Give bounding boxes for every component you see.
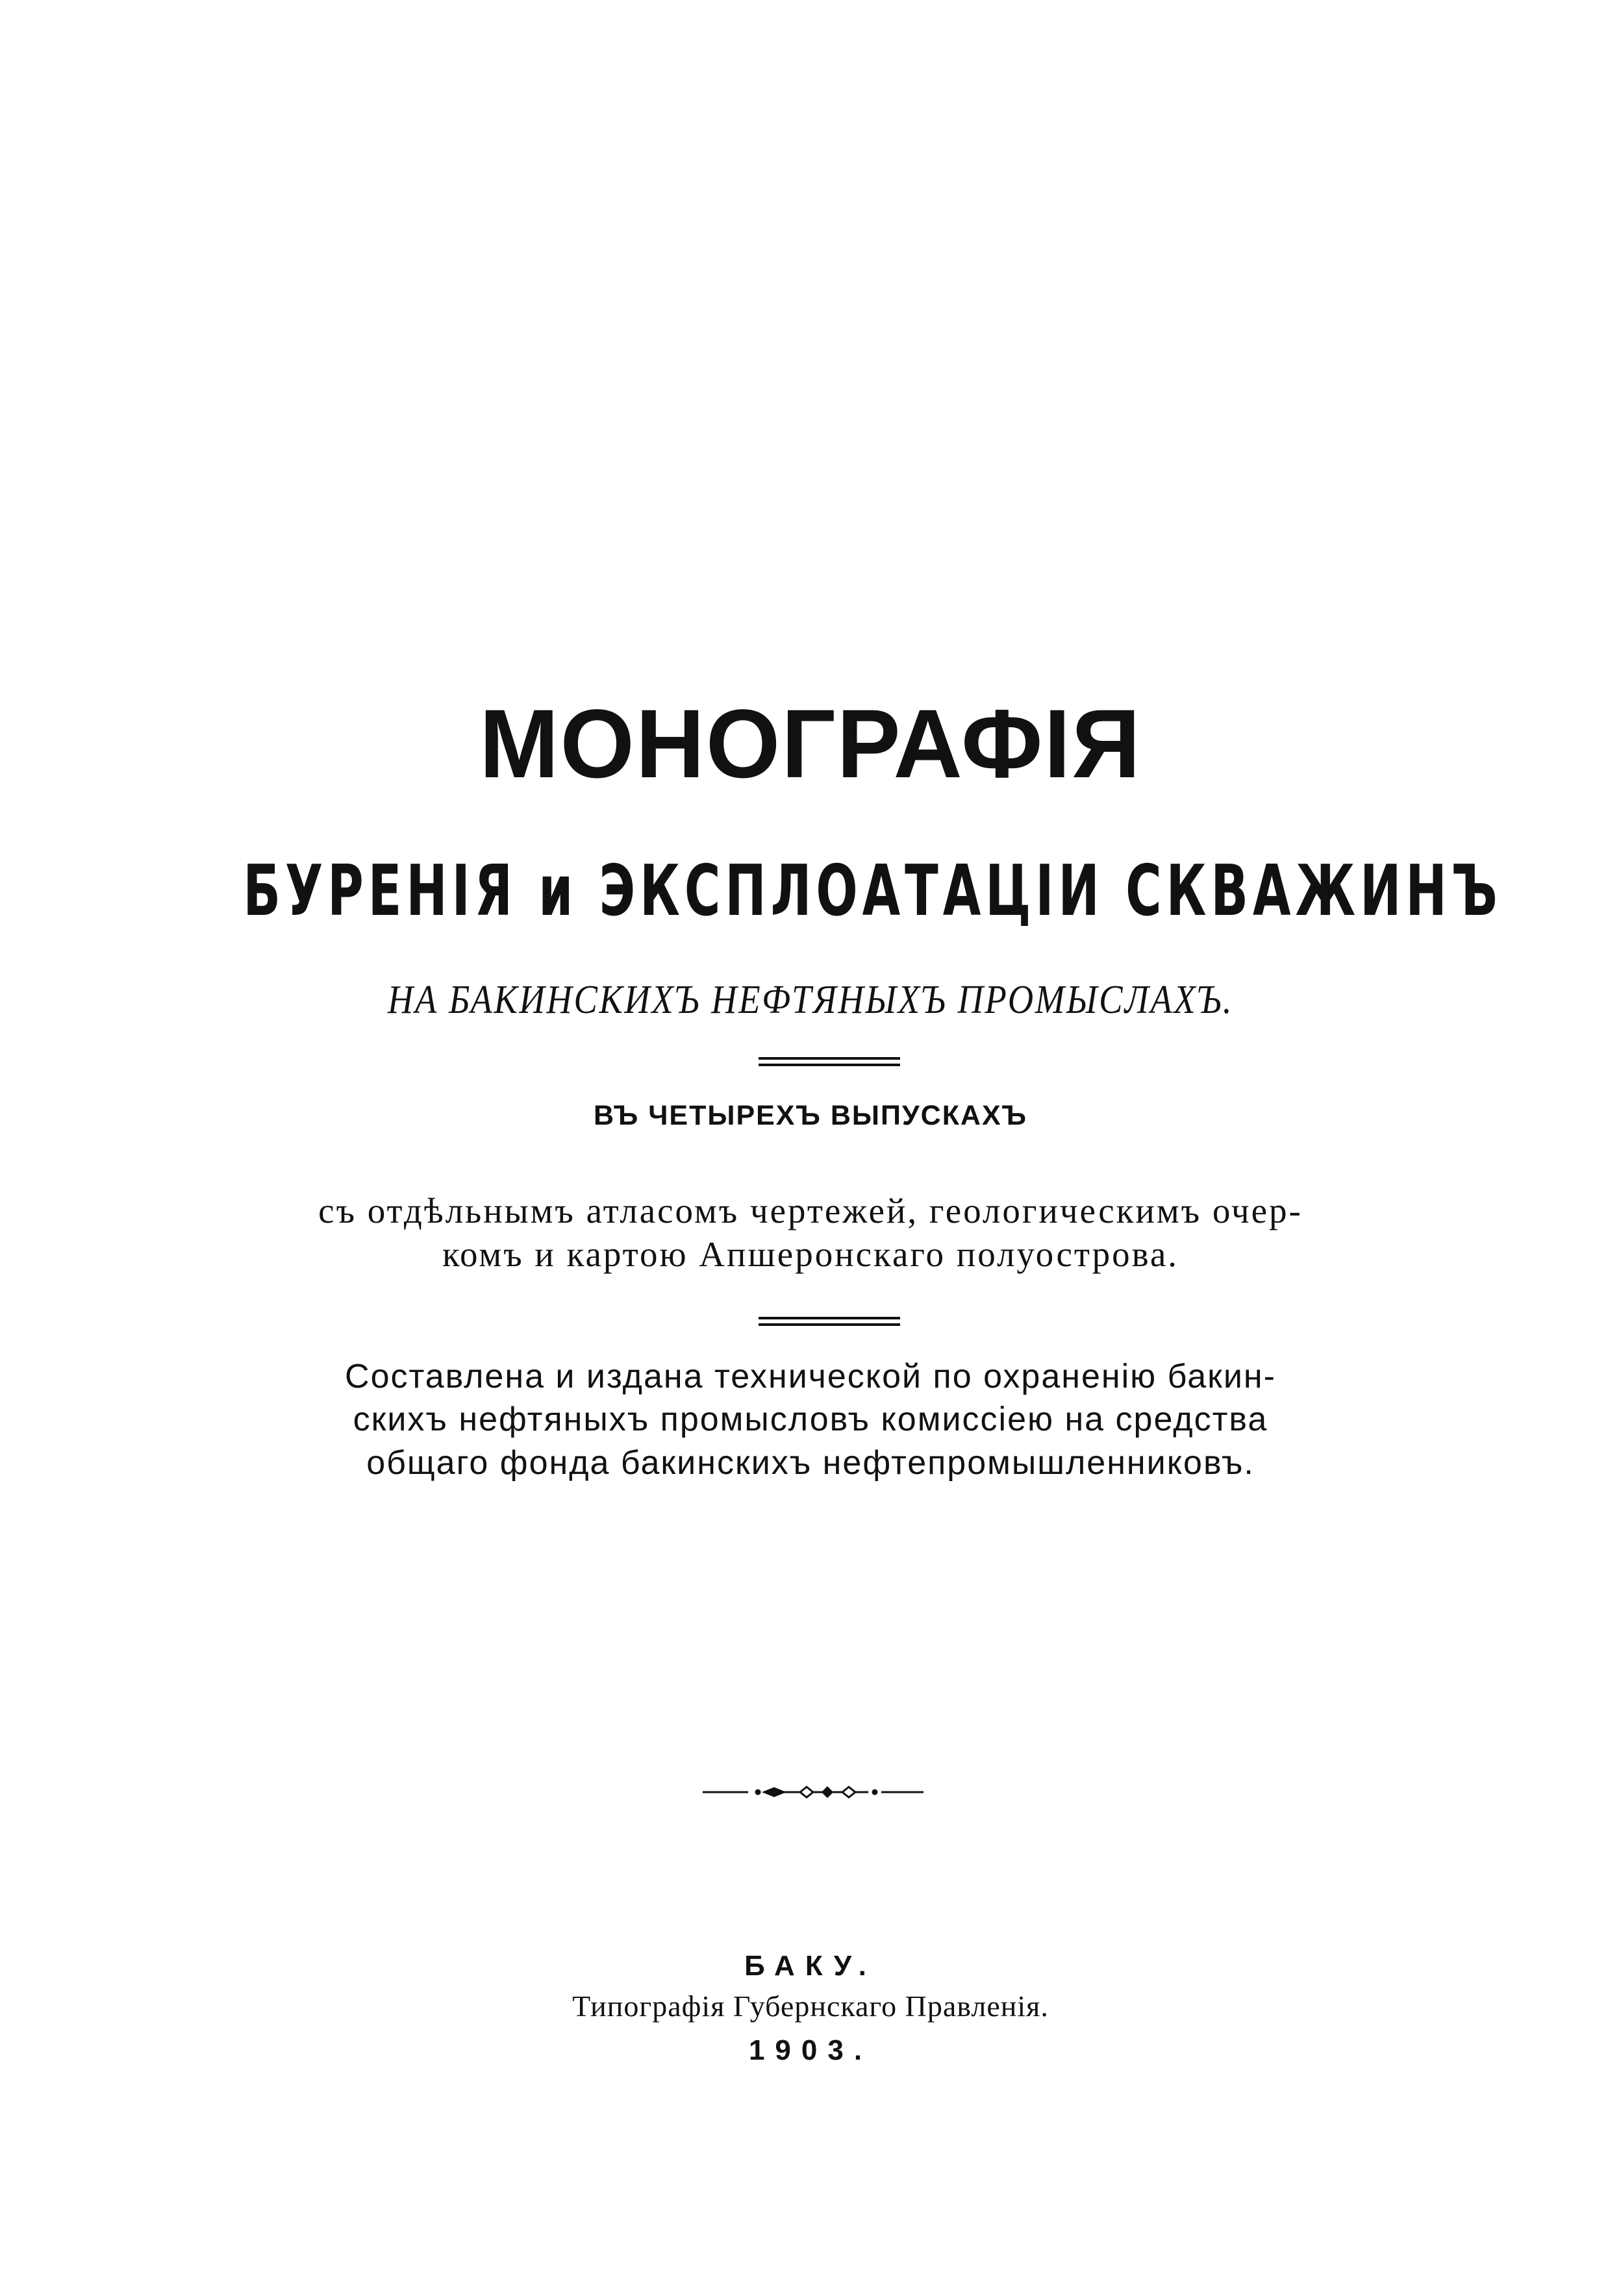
compiled-by-line-3: общаго фонда бакинскихъ нефтепромышленниковъ.: [366, 1444, 1255, 1482]
atlas-description-line-2: комъ и картою Апшеронскаго полуострова.: [442, 1234, 1179, 1274]
double-rule-divider: [759, 1317, 900, 1326]
book-subtitle: БУРЕНІЯ и ЭКСПЛОАТАЦІИ СКВАЖИНЪ: [243, 851, 1502, 932]
imprint-city: БАКУ.: [744, 1950, 877, 1982]
imprint-year: 1903.: [748, 2034, 873, 2066]
locality-line: НА БАКИНСКИХЪ НЕФТЯНЫХЪ ПРОМЫСЛАХЪ.: [387, 978, 1234, 1022]
compiled-by-line-1: Составлена и издана технической по охраненію бакин-: [345, 1358, 1276, 1395]
issues-line: ВЪ ЧЕТЫРЕХЪ ВЫПУСКАХЪ: [593, 1100, 1028, 1131]
double-rule-divider: [759, 1057, 900, 1066]
compiled-by-line-2: скихъ нефтяныхъ промысловъ комиссіею на средства: [353, 1401, 1268, 1438]
book-title: МОНОГРАФІЯ: [479, 689, 1142, 798]
printers-ornament-icon: [703, 1779, 924, 1805]
atlas-description-line-1: съ отдѣльнымъ атласомъ чертежей, геологическимъ очер-: [318, 1191, 1303, 1230]
imprint-press: Типографія Губернскаго Правленія.: [572, 1990, 1049, 2023]
